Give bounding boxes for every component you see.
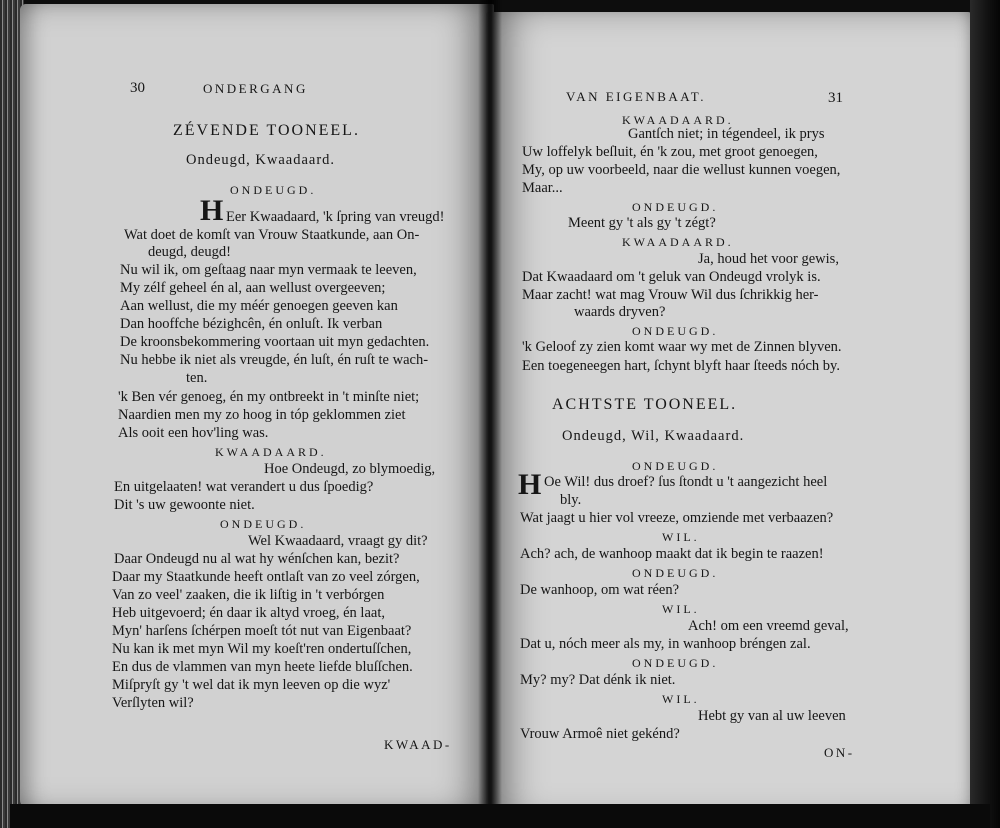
drop-cap: H [518,468,542,501]
verse-line: My? my? Dat dénk ik niet. [520,672,676,688]
verse-line: Dat u, nóch meer als my, in wanhoop bréngen zal. [520,636,811,652]
verse-line: Oe Wil! dus droef? ſus ſtondt u 't aangezicht heel [544,474,828,490]
speaker-label: WIL. [662,602,700,616]
verse-line: Dat Kwaadaard om 't geluk van Ondeugd vrolyk is. [522,269,821,285]
verse-line: Nu hebbe ik niet als vreugde, én luſt, én ruſt te wach- [120,352,429,368]
verse-line: My zélf geheel én al, aan wellust overgeeven; [120,280,386,296]
verse-line: Maar zacht! wat mag Vrouw Wil dus ſchrikkig her- [522,287,819,303]
verse-line: Naardien men my zo hoog in tóp geklommen ziet [118,407,406,423]
left-page [20,4,494,810]
speaker-label: WIL. [662,530,700,544]
verse-line: Nu wil ik, om geſtaag naar myn vermaak te leeven, [120,262,417,278]
verse-line: waards dryven? [574,304,666,320]
verse-line: Dit 's uw gewoonte niet. [114,497,255,513]
verse-line: Verſlyten wil? [112,695,194,711]
book-edge-right [970,0,1000,828]
verse-line: Meent gy 't als gy 't zégt? [568,215,716,231]
verse-line: Vrouw Armoê niet gekénd? [520,726,680,742]
book-gutter [478,0,502,828]
speaker-label: ONDEUGD. [632,566,719,580]
catchword: ON- [824,745,855,760]
verse-line: 'k Geloof zy zien komt waar wy met de Zinnen blyven. [522,339,842,355]
speaker-label: KWAADAARD. [622,113,734,127]
verse-line: Wat jaagt u hier vol vreeze, omziende met verbaazen? [520,510,834,526]
verse-line: De wanhoop, om wat réen? [520,582,680,598]
catchword: KWAAD- [384,737,452,752]
running-head: VAN EIGENBAAT. [566,89,706,104]
verse-line: Aan wellust, die my méér genoegen geeven kan [120,298,398,314]
verse-line: Ja, houd het voor gewis, [698,251,839,267]
verse-line: 'k Ben vér genoeg, én my ontbreekt in 't minſte niet; [118,389,420,405]
verse-line: Myn' harſens ſchérpen moeſt tót nut van Eigenbaat? [112,623,412,639]
verse-line: Gantſch niet; in tégendeel, ik prys [628,126,825,142]
verse-line: Uw loffelyk beſluit, én 'k zou, met groot genoegen, [522,144,818,160]
verse-line: ten. [186,370,208,386]
book-bottom-edge [10,804,990,828]
verse-line: Dan hooffche bézighcên, én onluſt. Ik verban [120,316,383,332]
speaker-label: ONDEUGD. [632,324,719,338]
verse-line: De kroonsbekommering voortaan uit myn gedachten. [120,334,430,350]
running-head: ONDERGANG [203,81,308,96]
page-number: 31 [828,90,843,106]
verse-line: Ach! om een vreemd geval, [688,618,849,634]
scene-title: ACHTSTE TOONEEL. [552,396,738,413]
verse-line: deugd, deugd! [148,244,231,260]
speaker-label: ONDEUGD. [230,183,317,197]
speaker-label: ONDEUGD. [632,200,719,214]
verse-line: Van zo veel' zaaken, die ik liſtig in 't verbórgen [112,587,385,603]
verse-line: Heb uitgevoerd; én daar ik altyd vroeg, én laat, [112,605,385,621]
speaker-label: KWAADAARD. [622,235,734,249]
verse-line: My, op uw voorbeeld, naar die wellust kunnen voegen, [522,162,841,178]
verse-line: Als ooit een hov'ling was. [118,425,269,441]
verse-line: Hebt gy van al uw leeven [698,708,846,724]
verse-line: Ach? ach, de wanhoop maakt dat ik begin te raazen! [520,546,824,562]
speaker-label: ONDEUGD. [632,656,719,670]
verse-line: Wel Kwaadaard, vraagt gy dit? [248,533,428,549]
verse-line: Eer Kwaadaard, 'k ſpring van vreugd! [226,209,445,225]
character-list: Ondeugd, Kwaadaard. [186,152,336,168]
speaker-label: ONDEUGD. [632,459,719,473]
page-number: 30 [130,80,145,96]
verse-line: Nu kan ik met myn Wil my koeſt'ren ondertuſſchen, [112,641,412,657]
speaker-label: ONDEUGD. [220,517,307,531]
speaker-label: KWAADAARD. [215,445,327,459]
verse-line: En uitgelaaten! wat verandert u dus ſpoedig? [114,479,374,495]
verse-line: Een toegeneegen hart, ſchynt blyft haar ſteeds nóch by. [522,358,840,374]
verse-line: Wat doet de komſt van Vrouw Staatkunde, aan On- [124,227,420,243]
verse-line: bly. [560,492,582,508]
verse-line: Miſpryſt gy 't wel dat ik myn leeven op die wyz' [112,677,391,693]
scene-title: ZÉVENDE TOONEEL. [173,122,360,139]
drop-cap: H [200,194,224,227]
right-page [486,12,972,818]
verse-line: Maar... [522,180,563,196]
verse-line: Daar my Staatkunde heeft ontlaſt van zo veel zórgen, [112,569,420,585]
verse-line: Daar Ondeugd nu al wat hy wénſchen kan, bezit? [114,551,400,567]
character-list: Ondeugd, Wil, Kwaadaard. [562,428,745,444]
speaker-label: WIL. [662,692,700,706]
verse-line: Hoe Ondeugd, zo blymoedig, [264,461,436,477]
verse-line: En dus de vlammen van myn heete liefde bluſſchen. [112,659,413,675]
